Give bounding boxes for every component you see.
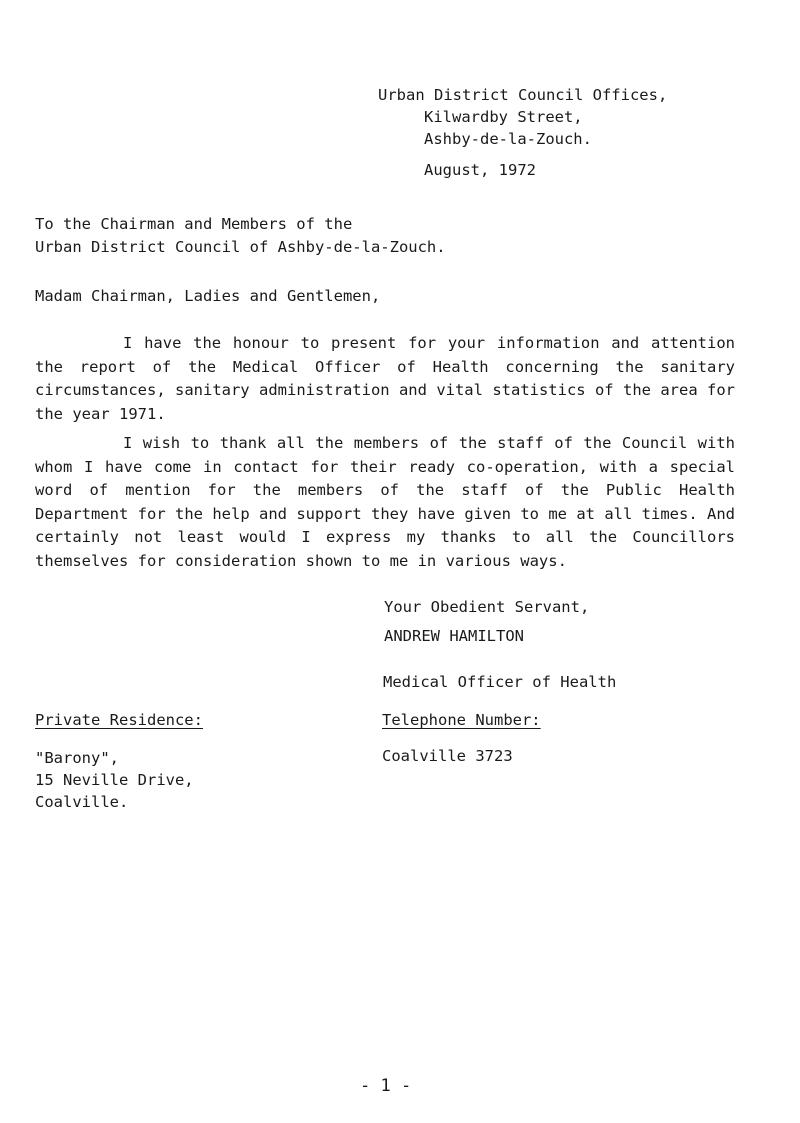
telephone-label: Telephone Number: [382,711,541,729]
signatory-title: Medical Officer of Health [383,673,617,691]
addressee-line: Urban District Council of Ashby-de-la-Zouch. [35,238,446,256]
sender-address-line: Kilwardby Street, [424,108,583,126]
body-paragraph: I have the honour to present for your information and attention the report of the Medical Officer of Health concerning the sanitary circumstances, sanitary administration and vital statistics of the area for the year 1971. [35,334,735,423]
private-residence-address [35,747,194,813]
private-residence-line: 15 Neville Drive, [35,771,194,789]
sender-address [378,84,667,150]
private-residence-line: "Barony", [35,749,119,767]
addressee [35,213,446,259]
sender-address-line: Ashby-de-la-Zouch. [424,130,592,148]
page-number: - 1 - [360,1076,412,1096]
addressee-line: To the Chairman and Members of the [35,215,353,233]
closing-block [384,593,589,651]
salutation: Madam Chairman, Ladies and Gentlemen, [35,287,381,305]
private-residence-label: Private Residence: [35,711,203,729]
signatory-name: ANDREW HAMILTON [384,627,524,645]
telephone-number: Coalville 3723 [382,747,513,765]
body-paragraph: I wish to thank all the members of the staff of the Council with whom I have come in contact for their ready co-operation, with a special word of mention for the members of the staff of the Public Health Department for the help and support they have given to me at all times. And certainly not least would I express my thanks to all the Councillors themselves for consideration shown to me in various ways. [35,434,735,570]
sender-address-line: Urban District Council Offices, [378,86,668,104]
private-residence-line: Coalville. [35,793,129,811]
valediction: Your Obedient Servant, [384,598,590,616]
letter-date: August, 1972 [424,161,536,179]
